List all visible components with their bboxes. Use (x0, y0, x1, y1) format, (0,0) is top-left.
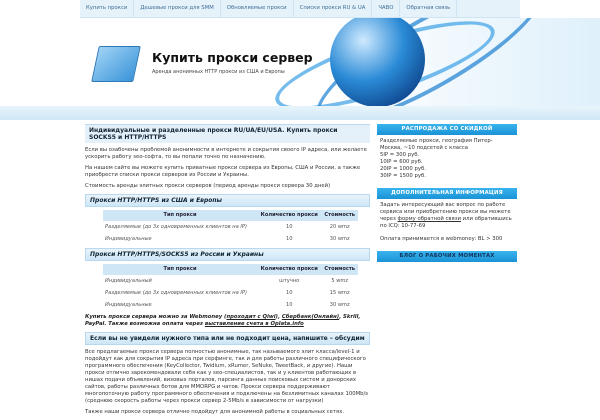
col-count: Количество прокси (257, 264, 321, 275)
cell-type: Разделяемые (до 3х одновременных клиентов на IP) (105, 289, 247, 296)
cell-price: 20 wmz (329, 223, 350, 230)
col-price: Стоимость (321, 210, 358, 221)
cell-count: 10 (285, 289, 293, 296)
description-paragraph: Также наши прокси сервера отлично подойдут для анонимной работы в социальных сетях. (85, 409, 345, 415)
description-paragraph: Все предлагаемые прокси сервера полностью анонимные, так называемого элит класса/level-1 и подойдут как для сокрытия IP адреса при серфинге, так и для работы различного специфического программного обеспечения (KeyCollector, Twidium, xRumer, SeNuke, TweetBack, и другие). Наши прокси отлично зарекомендовали себя как у seo-специалистов, так и у клиентов работающих в нишах подачи объявлений, визовых порталов, парсинга данных поисковых систем и донорских сайтов, работы различных ботов для MMORPG и чатов. Прокси сервера поддерживают многопоточную работу программного обеспечения и подключены на безлимитных каналах 100Mb/s (среднюю скорость работы через прокси сервер 2-5Mb/s в зависимости от нагрузки) (85, 349, 369, 404)
blog-widget-title[interactable]: БЛОГ О РАБОЧИХ МОМЕНТАХ (377, 251, 517, 262)
qiwi-link[interactable]: проходит с Qiwi (226, 314, 276, 320)
col-price: Стоимость (321, 264, 358, 275)
sale-widget (377, 138, 517, 180)
info-text-part: или обратившись по ICQ: 10-77-69 (380, 216, 512, 229)
cell-count: 10 (285, 301, 293, 308)
top-nav (80, 0, 520, 18)
nav-cheap-smm[interactable]: Дешевые прокси для SMM (134, 0, 220, 17)
cell-type: Индивидуальные (105, 235, 152, 242)
intro-paragraph: На нашем сайте вы можете купить приватные прокси сервера из Европы, США и России, а также приобрести списки прокси серверов из России и Украины. (85, 165, 361, 178)
payment-text: Купить прокси сервера можно за Webmoney ( (85, 314, 227, 320)
section-russia-ukraine: Прокси HTTP/HTTPS/SOCKS5 из России и Украины (85, 248, 370, 261)
sale-line: 30IP = 1500 руб. (380, 173, 426, 179)
cell-price: 15 wmz (329, 289, 350, 296)
site-subtitle: Аренда анонимных HTTP прокси из США и Европы (152, 69, 285, 75)
cell-price: 30 wmz (329, 235, 350, 242)
feedback-form-link[interactable]: форму обратной связи (397, 216, 461, 222)
info-text-part: Задать интересующий вас вопрос по работе сервиса или приобретению прокси вы можете через (380, 202, 511, 222)
col-type: Тип прокси (103, 264, 257, 275)
intro-paragraph: Стоимость аренды элитных прокси серверов (период аренды прокси сервера 30 дней) (85, 183, 331, 189)
cell-price: 30 wmz (329, 301, 350, 308)
laptop-logo-icon (91, 46, 141, 82)
cell-type: Индивидуальный (105, 277, 152, 284)
header-band (0, 106, 600, 120)
cell-price: 5 wmz (331, 277, 349, 284)
sale-widget-title: РАСПРОДАЖА СО СКИДКОЙ (377, 124, 517, 135)
sale-line: Разделяемые прокси, география Питер-Москва, ~10 подсетей с класса (380, 138, 493, 151)
price-table-russia-ukraine (103, 264, 358, 311)
cell-type: Индивидуальные (105, 301, 152, 308)
header-banner (0, 18, 600, 112)
nav-buy-proxy[interactable]: Купить прокси (80, 0, 134, 17)
payment-info (85, 314, 370, 328)
info-widget-title: ДОПОЛНИТЕЛЬНАЯ ИНФОРМАЦИЯ (377, 188, 517, 199)
table-row (103, 275, 358, 287)
section-custom-request: Если вы не увидели нужного типа или не подходит цена, напишите – обсудим (85, 332, 370, 345)
col-type: Тип прокси (103, 210, 257, 221)
cell-count: 10 (285, 223, 293, 230)
cell-count: 10 (285, 235, 293, 242)
payment-note: Оплата принимается в webmoney: BL > 300 (380, 236, 503, 242)
nav-rotating[interactable]: Обновляемые прокси (221, 0, 294, 17)
sale-line: 5IP = 300 руб. (380, 152, 420, 158)
oplata-link[interactable]: выставление счета в Oplata.info (204, 321, 304, 327)
page-heading: Индивидуальные и разделенные прокси RU/UA/EU/USA. Купить прокси SOCKS5 и HTTP/HTTPS (85, 124, 370, 143)
info-widget (377, 202, 517, 243)
sidebar (377, 124, 517, 265)
main-content (85, 124, 370, 420)
section-usa-europe: Прокси HTTP/HTTPS из США и Европы (85, 194, 370, 207)
site-title[interactable]: Купить прокси сервер (152, 50, 313, 65)
info-text (380, 202, 514, 230)
nav-faq[interactable]: ЧАВО (372, 0, 400, 17)
intro-paragraph: Если вы озабочены проблемой анонимности в интернете и сокрытия своего IP адреса, или желаете ускорить работу seo-софта, то вы попали точно по назначению. (85, 147, 367, 160)
col-count: Количество прокси (257, 210, 321, 221)
cell-type: Разделяемые (до 3х одновременных клиентов на IP) (105, 223, 247, 230)
table-row (103, 299, 358, 311)
table-row (103, 233, 358, 245)
nav-contact[interactable]: Обратная связь (400, 0, 457, 17)
cell-count: штучно (279, 277, 300, 284)
nav-lists[interactable]: Списки прокси RU & UA (294, 0, 373, 17)
price-table-usa-europe (103, 210, 358, 245)
payment-text: , Skrill, PayPal. Также возможна оплата через (85, 314, 361, 327)
sale-line: 10IP = 600 руб. (380, 159, 423, 165)
sberbank-link[interactable]: Сбербанк(Онлайн) (281, 314, 340, 320)
payment-text: ), (275, 314, 282, 320)
table-row (103, 221, 358, 233)
table-row (103, 287, 358, 299)
sale-line: 20IP = 1000 руб. (380, 166, 426, 172)
